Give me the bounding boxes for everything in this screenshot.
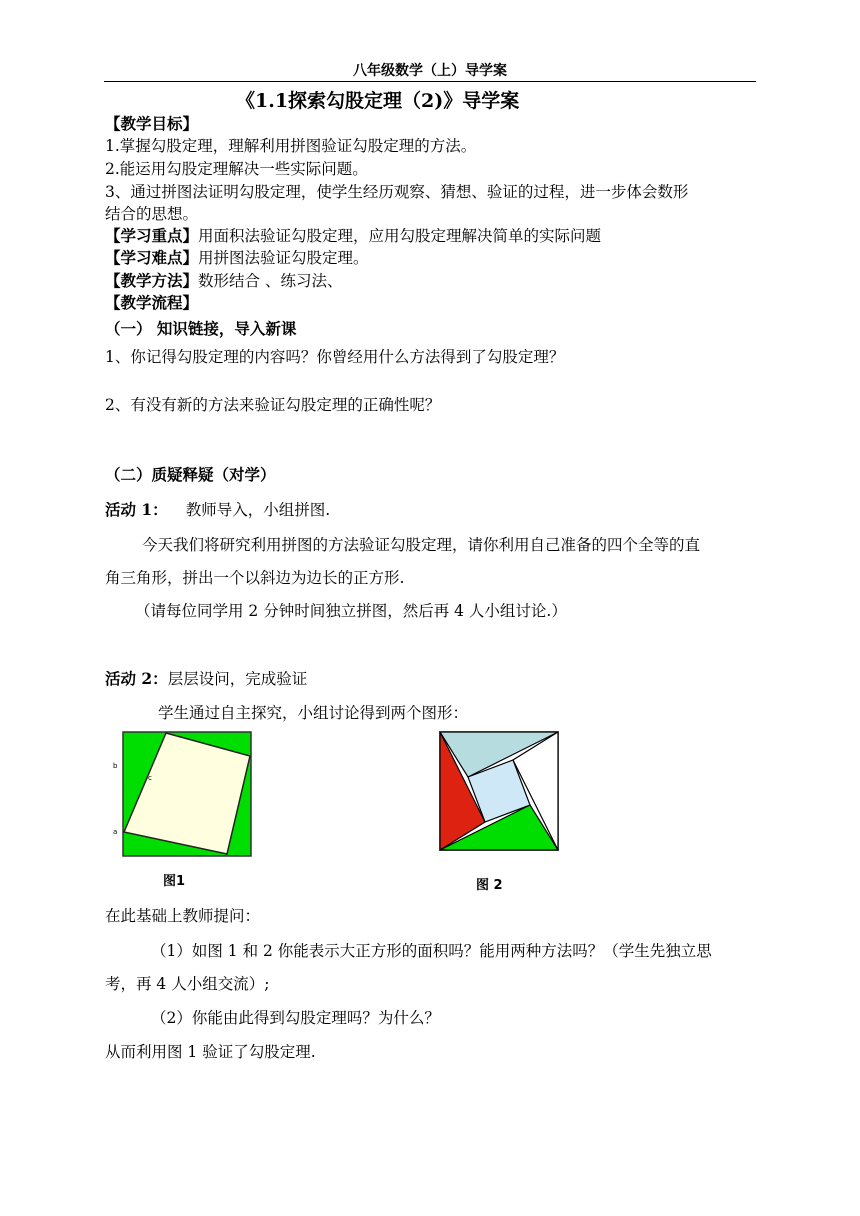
section1-question-2: 2、有没有新的方法来验证勾股定理的正确性呢？ <box>105 396 441 414</box>
document-title: 《1.1探索勾股定理（2)》导学案 <box>236 90 520 112</box>
process-heading: 【教学流程】 <box>105 293 199 312</box>
fig1-label-b: b <box>113 762 118 770</box>
section2-heading: （二）质疑释疑（对学） <box>105 465 276 484</box>
activity1-paragraph-2: （请每位同学用 2 分钟时间独立拼图，然后再 4 人小组讨论.） <box>135 602 567 620</box>
activity1-paragraph-1-cont: 角三角形，拼出一个以斜边为边长的正方形. <box>105 569 405 587</box>
difficulty <box>105 247 369 269</box>
activity2-text: 层层设问，完成验证 <box>167 670 308 688</box>
activity2-paragraph-1: 学生通过自主探究，小组讨论得到两个图形： <box>158 704 469 722</box>
activity2-line <box>105 668 307 690</box>
difficulty-label: 【学习难点】 <box>105 248 199 267</box>
objective-item-3: 3、通过拼图法证明勾股定理，使学生经历观察、猜想、验证的过程，进一步体会数形 <box>105 183 689 201</box>
section1-heading: （一） 知识链接，导入新课 <box>105 319 297 338</box>
objectives-heading: 【教学目标】 <box>105 114 199 133</box>
key-points-text: 用面积法验证勾股定理，应用勾股定理解决简单的实际问题 <box>198 227 602 245</box>
activity2-label: 活动 2： <box>105 669 168 688</box>
teacher-question-1-cont: 考，再 4 人小组交流）; <box>105 975 270 993</box>
activity1-paragraph-1: 今天我们将研究利用拼图的方法验证勾股定理，请你利用自己准备的四个全等的直 <box>142 536 701 554</box>
key-points <box>105 225 601 247</box>
objective-item-2: 2.能运用勾股定理解决一些实际问题。 <box>105 160 368 178</box>
figure-1 <box>108 726 258 862</box>
activity1-line <box>105 499 330 521</box>
section1-question-1: 1、你记得勾股定理的内容吗？你曾经用什么方法得到了勾股定理？ <box>105 348 565 366</box>
activity1-label: 活动 1： <box>105 500 168 519</box>
method <box>105 270 342 292</box>
fig1-label-a: a <box>113 828 118 836</box>
header-rule <box>104 81 756 82</box>
key-points-label: 【学习重点】 <box>105 226 199 245</box>
teacher-question-2: （2）你能由此得到勾股定理吗？为什么？ <box>151 1009 440 1027</box>
difficulty-text: 用拼图法验证勾股定理。 <box>198 249 369 267</box>
conclusion: 从而利用图 1 验证了勾股定理. <box>105 1043 316 1061</box>
figure-2 <box>436 728 562 854</box>
method-label: 【教学方法】 <box>105 271 199 290</box>
activity1-text: 教师导入，小组拼图. <box>185 501 331 519</box>
figure-1-caption: 图1 <box>163 874 186 889</box>
objective-item-1: 1.掌握勾股定理，理解利用拼图验证勾股定理的方法。 <box>105 137 477 155</box>
page-header: 八年级数学（上）导学案 <box>353 63 507 79</box>
figure-2-caption: 图 2 <box>476 878 503 893</box>
teacher-question-intro: 在此基础上教师提问： <box>105 907 261 925</box>
fig1-label-c: c <box>148 774 152 782</box>
method-text: 数形结合 、练习法、 <box>198 272 343 290</box>
teacher-question-1: （1）如图 1 和 2 你能表示大正方形的面积吗？能用两种方法吗？（学生先独立思 <box>151 942 712 960</box>
objective-item-3-cont: 结合的思想。 <box>105 205 199 223</box>
